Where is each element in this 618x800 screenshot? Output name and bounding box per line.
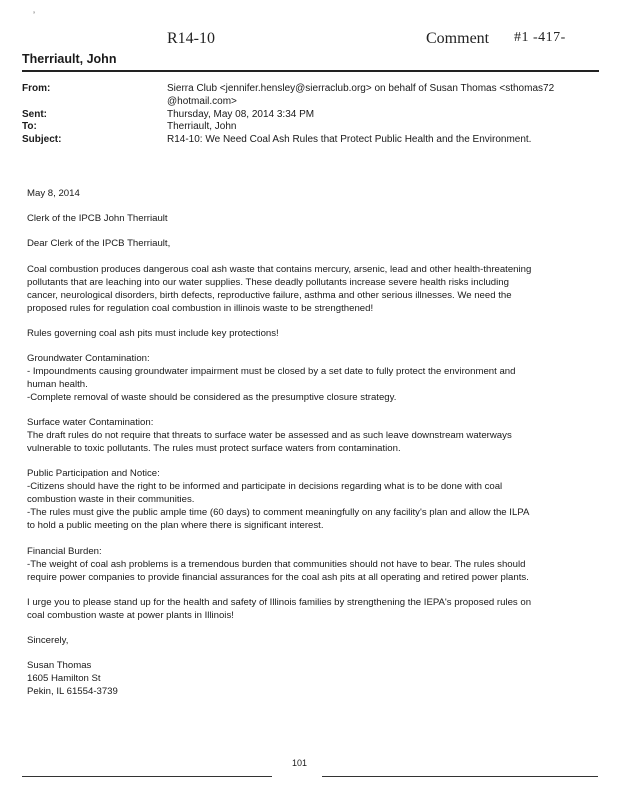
groundwater-line: - Impoundments causing groundwater impairment must be closed by a set date to fully protect the environment and: [27, 365, 516, 377]
comment-number-stamp: #1 -417-: [514, 30, 566, 45]
from-label: From:: [22, 83, 51, 94]
letter-body: [27, 187, 572, 698]
public-participation-section: [27, 467, 572, 532]
page-number: 101: [292, 758, 308, 768]
sent-label: Sent:: [22, 109, 47, 120]
groundwater-line: human health.: [27, 378, 88, 390]
footer-rule-left: [22, 776, 272, 777]
docket-stamp: R14-10: [167, 30, 215, 47]
letter-date: May 8, 2014: [27, 188, 80, 199]
financial-burden-section: [27, 545, 572, 584]
rules-intro: Rules governing coal ash pits must include key protections!: [27, 327, 279, 339]
public-participation-line: to hold a public meeting on the plan where there is significant interest.: [27, 520, 324, 532]
surface-water-line: The draft rules do not require that threats to surface water be assessed and as such leave downstream waterways: [27, 430, 512, 442]
signoff: Sincerely,: [27, 634, 69, 646]
closing-paragraph: [27, 596, 572, 622]
surface-water-heading: Surface water Contamination:: [27, 417, 154, 429]
groundwater-heading: Groundwater Contamination:: [27, 352, 150, 364]
intro-line: pollutants that are leaching into our water supplies. These deadly pollutants increase severe health risks including: [27, 276, 509, 288]
signature-street: 1605 Hamilton St: [27, 673, 101, 685]
closing-line: coal combustion waste at power plants in Illinois!: [27, 609, 234, 621]
intro-line: Coal combustion produces dangerous coal ash waste that contains mercury, arsenic, lead and other health-threatening: [27, 263, 532, 275]
groundwater-line: -Complete removal of waste should be considered as the presumptive closure strategy.: [27, 391, 397, 403]
public-participation-line: -Citizens should have the right to be informed and participate in decisions regarding what is to be done with coal: [27, 481, 503, 493]
public-participation-heading: Public Participation and Notice:: [27, 468, 160, 480]
to-value: Therriault, John: [167, 121, 237, 132]
financial-burden-line: require power companies to provide financial assurances for the coal ash pits at all operating and retired power plants.: [27, 571, 529, 583]
intro-paragraph: [27, 263, 572, 315]
to-label: To:: [22, 121, 37, 132]
closing-line: I urge you to please stand up for the health and safety of Illinois families by strengthening the IEPA's proposed rules on: [27, 596, 532, 608]
signature-name: Susan Thomas: [27, 660, 92, 672]
scan-mark: ’: [33, 10, 35, 20]
signature-city: Pekin, IL 61554-3739: [27, 686, 118, 698]
footer-rule-right: [322, 776, 598, 777]
public-participation-line: -The rules must give the public ample time (60 days) to comment meaningfully on any facility's plan and allow the ILPA: [27, 507, 530, 519]
letter-salutation: Dear Clerk of the IPCB Therriault,: [27, 238, 171, 250]
public-participation-line: combustion waste in their communities.: [27, 494, 195, 506]
signature-block: [27, 659, 572, 698]
letter-addressee: Clerk of the IPCB John Therriault: [27, 213, 168, 225]
subject-label: Subject:: [22, 134, 62, 145]
sent-value: Thursday, May 08, 2014 3:34 PM: [167, 109, 315, 120]
comment-stamp-label: Comment: [426, 30, 490, 47]
from-value: Sierra Club <jennifer.hensley@sierraclub.org> on behalf of Susan Thomas <sthomas72 @hotmail.com>: [167, 83, 555, 107]
surface-water-line: vulnerable to toxic pollutants. The rules must protect surface waters from contamination.: [27, 443, 401, 455]
financial-burden-heading: Financial Burden:: [27, 545, 102, 557]
subject-value: R14-10: We Need Coal Ash Rules that Protect Public Health and the Environment.: [167, 134, 532, 145]
recipient-heading: Therriault, John: [22, 52, 117, 66]
intro-line: cancer, neurological disorders, birth defects, reproductive failure, asthma and other serious illnesses. We need the: [27, 289, 512, 301]
financial-burden-line: -The weight of coal ash problems is a tremendous burden that communities should not have to bear. The rules should: [27, 558, 526, 570]
header-divider: [22, 70, 599, 72]
groundwater-section: [27, 352, 572, 404]
intro-line: proposed rules for regulation coal combustion in illinois waste to be strengthened!: [27, 302, 374, 314]
surface-water-section: [27, 416, 572, 455]
